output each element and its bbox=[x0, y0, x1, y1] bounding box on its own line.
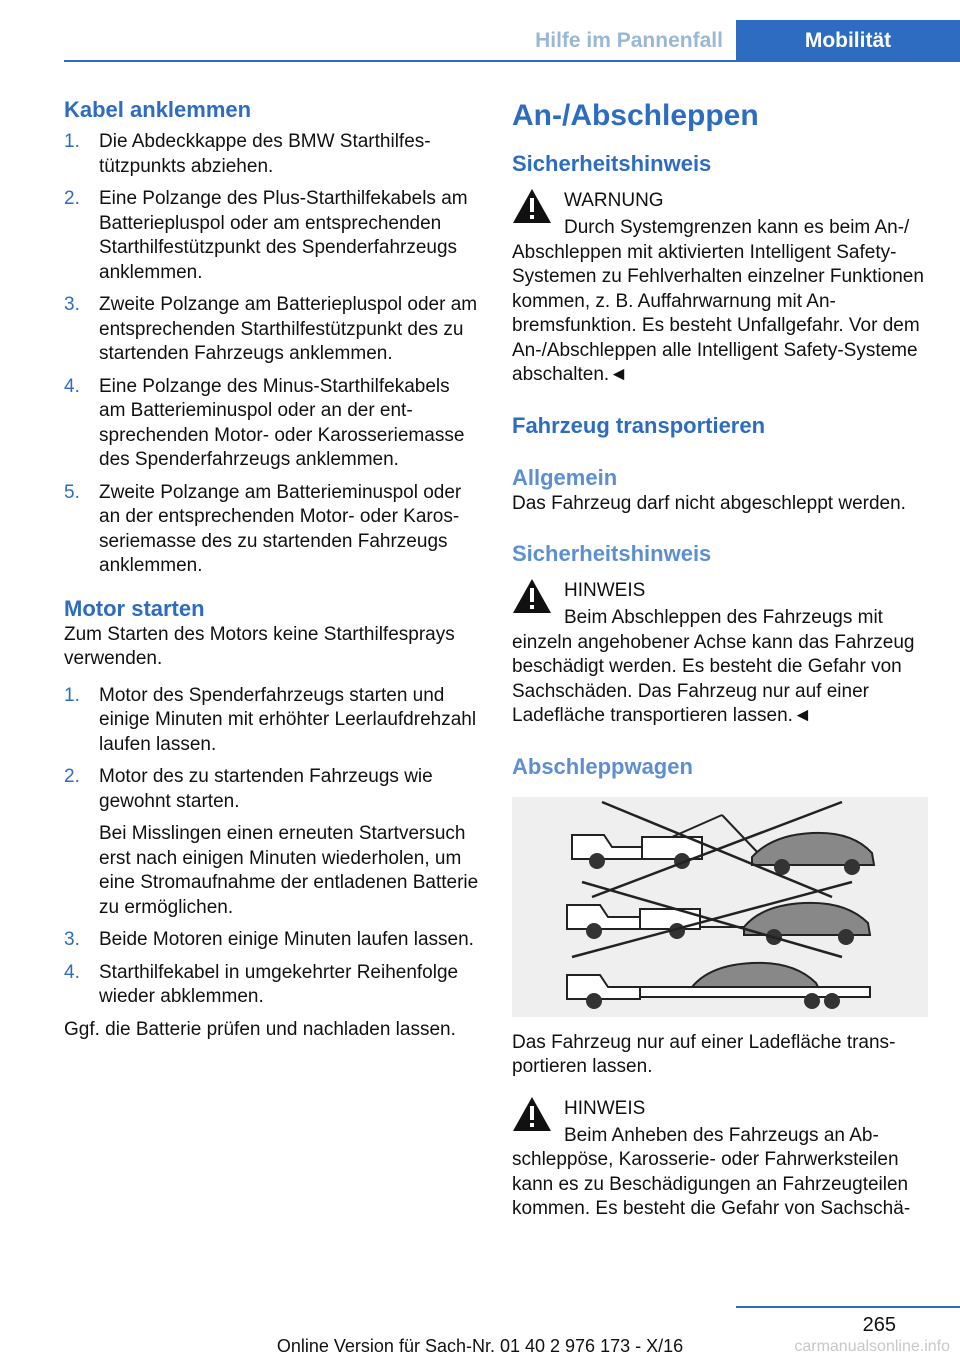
list-item bbox=[64, 684, 480, 758]
step-number: 2. bbox=[64, 188, 80, 209]
header-section-tab[interactable]: Hilfe im Pannenfall bbox=[535, 29, 723, 52]
heading-abschleppwagen: Abschleppwagen bbox=[512, 753, 693, 779]
tow-truck-illustration bbox=[512, 797, 928, 1017]
list-item bbox=[64, 375, 480, 473]
step-text: Eine Polzange des Minus-Starthilfekabels am Batterieminuspol oder an der entsprechenden Motor- oder Karosseriemasse des Spenderfahrzeugs anklemmen. bbox=[99, 375, 465, 470]
list-item bbox=[64, 765, 480, 920]
step-number: 5. bbox=[64, 481, 80, 503]
right-column bbox=[512, 96, 930, 1222]
step-number: 1. bbox=[64, 131, 80, 152]
header-rule bbox=[64, 60, 960, 62]
hint-label: HINWEIS bbox=[564, 580, 646, 601]
step-number: 4. bbox=[64, 961, 80, 983]
step-text: Motor des Spenderfahrzeugs starten und einige Minuten mit erhöhter Leerlaufdrehzahl laufen lassen. bbox=[99, 684, 477, 755]
list-item bbox=[64, 293, 480, 367]
truck-cab bbox=[572, 835, 642, 859]
steps-kabel-anklemmen bbox=[64, 130, 480, 579]
step-text: Eine Polzange des Plus-Starthilfekabels am Batteriepluspol oder am entsprechenden Starthilfestützpunkt des Spenderfahrzeugs anklemmen. bbox=[99, 188, 468, 283]
page-header bbox=[0, 0, 960, 62]
list-item bbox=[64, 130, 480, 179]
step-number: 3. bbox=[64, 294, 80, 315]
hint-label: HINWEIS bbox=[564, 1097, 646, 1119]
step-number: 2. bbox=[64, 766, 80, 787]
footer-online-version: Online Version für Sach-Nr. 01 40 2 976 173 - X/16 bbox=[276, 1336, 684, 1356]
step-number: 4. bbox=[64, 375, 80, 397]
step-text: Die Abdeckkappe des BMW Starthilfestützpunkts abziehen. bbox=[99, 131, 431, 177]
step-number: 3. bbox=[64, 929, 80, 950]
footer-rule bbox=[736, 1306, 960, 1308]
general-text: Das Fahrzeug darf nicht abgeschleppt werden. bbox=[512, 492, 906, 514]
step-text: Beide Motoren einige Minuten laufen lassen. bbox=[99, 929, 474, 950]
step-text: Starthilfekabel in umgekehrter Reihenfolge wieder abklemmen. bbox=[99, 961, 459, 1007]
heading-fahrzeug-transportieren: Fahrzeug transportieren bbox=[512, 412, 766, 438]
warning-label: WARNUNG bbox=[564, 190, 664, 211]
heading-sicherheitshinweis-1: Sicherheitshinweis bbox=[512, 151, 712, 176]
step-number: 1. bbox=[64, 684, 80, 706]
list-item bbox=[64, 481, 480, 579]
step-text: Zweite Polzange am Batterieminuspol oder an der entsprechenden Motor- oder Karosseriemasse des zu startenden Fahrzeugs anklemmen. bbox=[99, 481, 462, 576]
warning-triangle-icon bbox=[512, 1096, 552, 1132]
warning-text: Durch Systemgrenzen kann es beim An-/ Abschleppen mit aktivierten Intelligent Safety-Systemen zu Fehlverhalten einzelner Funktionen kommen, z. B. Auffahrwarnung mit Anbremsfunktion. Es besteht Unfallgefahr. Vor dem An-/Abschleppen alle Intelligent Safety-Systeme abschalten.◄ bbox=[512, 217, 924, 385]
list-item bbox=[64, 928, 480, 953]
heading-sicherheitshinweis-2: Sicherheitshinweis bbox=[512, 541, 712, 566]
warning-box bbox=[512, 186, 930, 388]
watermark: carmanualsonline.info bbox=[794, 1338, 950, 1355]
outro-text: Ggf. die Batterie prüfen und nachladen lassen. bbox=[64, 1018, 456, 1040]
page-number: 265 bbox=[862, 1314, 896, 1336]
step-text: Zweite Polzange am Batteriepluspol oder am entsprechenden Starthilfestützpunkt des zu startenden Fahrzeugs anklemmen. bbox=[99, 294, 478, 364]
header-active-tab[interactable]: Mobilität bbox=[736, 20, 960, 62]
heading-allgemein: Allgemein bbox=[512, 464, 618, 490]
warning-triangle-icon bbox=[512, 578, 552, 614]
hint-text: Beim Abschleppen des Fahrzeugs mit einzeln angehobener Achse kann das Fahrzeug beschädigt werden. Es besteht die Gefahr von Sachschäden. Das Fahrzeug nur auf einer Ladefläche transportieren lassen.◄ bbox=[512, 607, 915, 726]
step-text: Motor des zu startenden Fahrzeugs wie gewohnt starten. bbox=[99, 766, 433, 812]
tow-text: Das Fahrzeug nur auf einer Ladefläche transportieren lassen. bbox=[512, 1031, 896, 1077]
heading-kabel-anklemmen: Kabel anklemmen bbox=[64, 97, 252, 122]
list-item bbox=[64, 187, 480, 285]
list-item bbox=[64, 961, 480, 1010]
intro-motor-starten: Zum Starten des Motors keine Starthilfesprays verwenden. bbox=[64, 623, 455, 669]
hint-box bbox=[512, 1094, 930, 1222]
page-title: An-/Abschleppen bbox=[512, 99, 759, 132]
heading-motor-starten: Motor starten bbox=[64, 595, 205, 621]
steps-motor-starten bbox=[64, 684, 480, 1010]
step-extra-text: Bei Misslingen einen erneuten Startversuch erst nach einigen Minuten wiederholen, um eine Stromaufnahme der entladenen Batterie zu ermöglichen. bbox=[99, 823, 479, 918]
hint-text: Beim Anheben des Fahrzeugs an Abschleppöse, Karosserie- oder Fahrwerksteilen kann es zu Beschädigungen an Fahrzeugteilen kommen. Es besteht die Gefahr von Sachschä- bbox=[512, 1124, 911, 1219]
hint-box bbox=[512, 576, 930, 729]
warning-triangle-icon bbox=[512, 188, 552, 224]
tow-truck-drawing bbox=[512, 797, 928, 1017]
left-column bbox=[64, 96, 480, 1042]
